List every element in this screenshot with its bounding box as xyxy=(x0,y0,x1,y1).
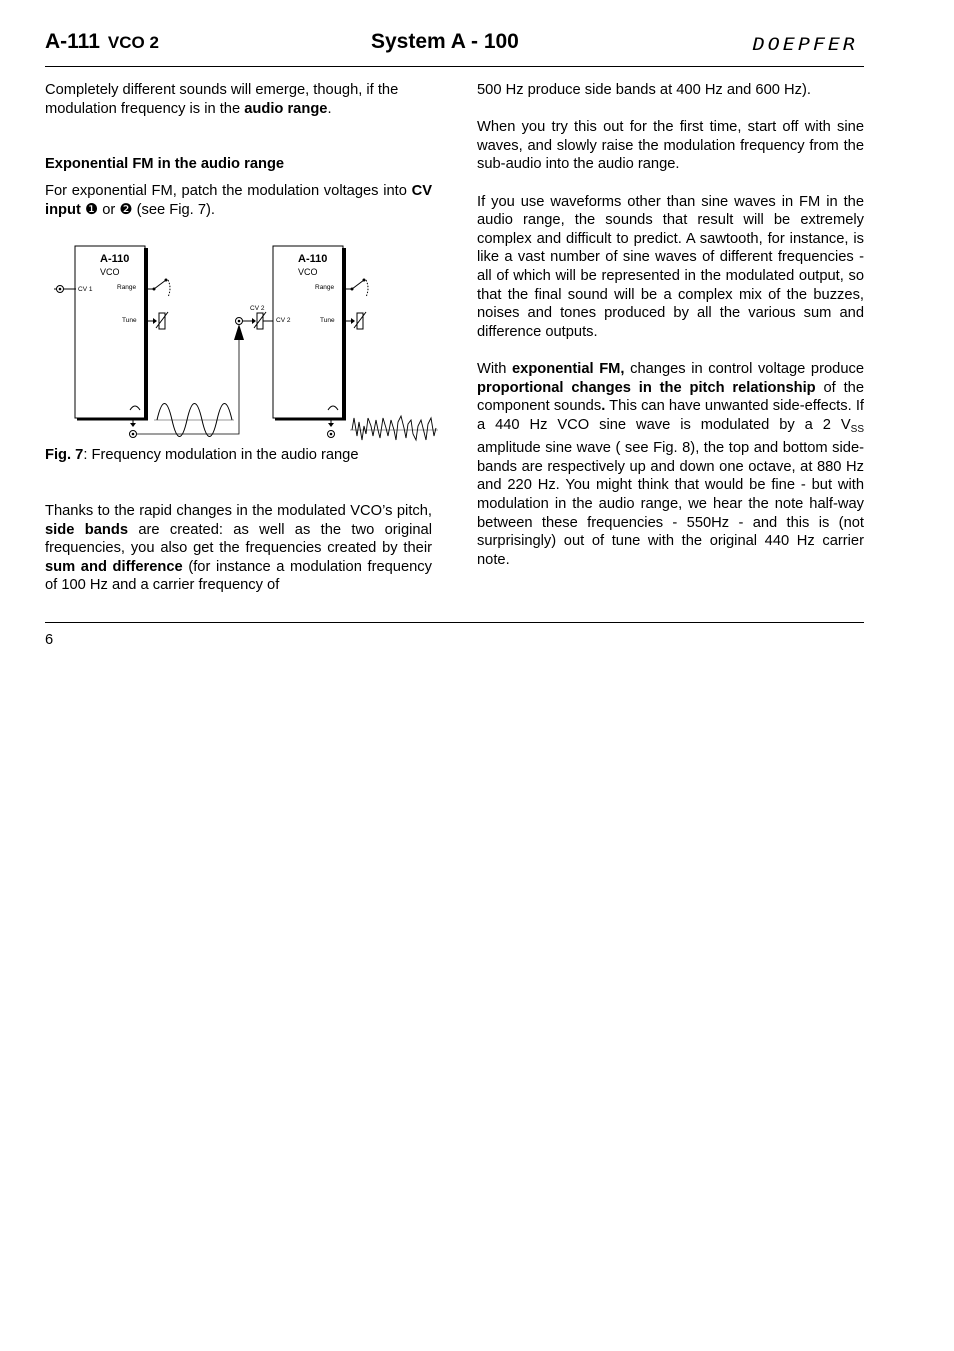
left-paragraph-2: For exponential FM, patch the modulation voltages into CV input ❶ or ❷ (see Fig. 7). xyxy=(45,183,432,218)
left-paragraph-1: Completely different sounds will emerge, though, if the modulation frequency is in the audio range. xyxy=(45,82,399,117)
right-column xyxy=(477,81,864,588)
right-paragraph-4: With exponential FM, changes in control voltage produce proportional changes in the pitch relationship of the component sounds. This can have unwanted side-effects. If a 440 Hz VCO sine wave is modulated by a 2 $V_{SS}$ amplitude sine wave ( see Fig. 8), the top and bottom side-bands are respectively up and down one octave, at 880 Hz and 220 Hz. You might think that would be fine - but with modulation in the audio range, we hear the note half-way between these frequencies - 550Hz - and this is (not surprisingly) out of tune with the original 440 Hz carrier note. xyxy=(477,360,864,568)
system-title: System A - 100 xyxy=(371,30,519,53)
module2-cv-label: CV 2 xyxy=(276,317,291,324)
footer-rule xyxy=(45,622,864,623)
module1-cv-label: CV 1 xyxy=(78,286,93,293)
module2-tune-label: Tune xyxy=(320,317,335,324)
figure-caption: Fig. 7: Frequency modulation in the audio range xyxy=(45,447,359,463)
left-paragraph-3: Thanks to the rapid changes in the modulated VCO’s pitch, side bands are created: as well as the two original frequencies, you also get the frequencies created by their sum and difference (for instance a modulation frequency of 100 Hz and a carrier frequency of xyxy=(45,503,432,594)
fm-patch-diagram xyxy=(50,240,450,450)
module1-sub: VCO xyxy=(100,267,120,277)
module-title xyxy=(45,30,159,54)
cv2-attenuator-label: CV 2 xyxy=(250,305,265,312)
brand-logo: DOEPFER xyxy=(752,33,858,55)
module2-title: A-110 xyxy=(298,253,328,265)
section-heading: Exponential FM in the audio range xyxy=(45,156,285,172)
right-paragraph-2: When you try this out for the first time, start off with sine waves, and slowly raise the modulation frequency from the sub-audio into the audio range. xyxy=(477,119,864,173)
right-paragraph-3: If you use waveforms other than sine waves in FM in the audio range, the sounds that result will be extremely complex and difficult to predict. A sawtooth, for instance, is like a vast number of sine waves of different frequencies - all of which will be represented in the modulated output, so that the final sound will be a complex mix of the buzzes, noises and tones produced by all the various sum and difference outputs. xyxy=(477,193,864,340)
page-number: 6 xyxy=(45,632,54,648)
module2-range-label: Range xyxy=(315,284,335,291)
model-name: A-111 xyxy=(45,30,100,53)
module1-title: A-110 xyxy=(100,253,130,265)
module1-tune-label: Tune xyxy=(122,317,137,324)
right-paragraph-1: 500 Hz produce side bands at 400 Hz and 600 Hz). xyxy=(477,82,811,98)
page-header xyxy=(45,28,864,67)
module2-sub: VCO xyxy=(298,267,318,277)
model-subtitle: VCO 2 xyxy=(107,33,159,52)
diagram-svg xyxy=(50,240,450,445)
module1-range-label: Range xyxy=(117,284,137,291)
